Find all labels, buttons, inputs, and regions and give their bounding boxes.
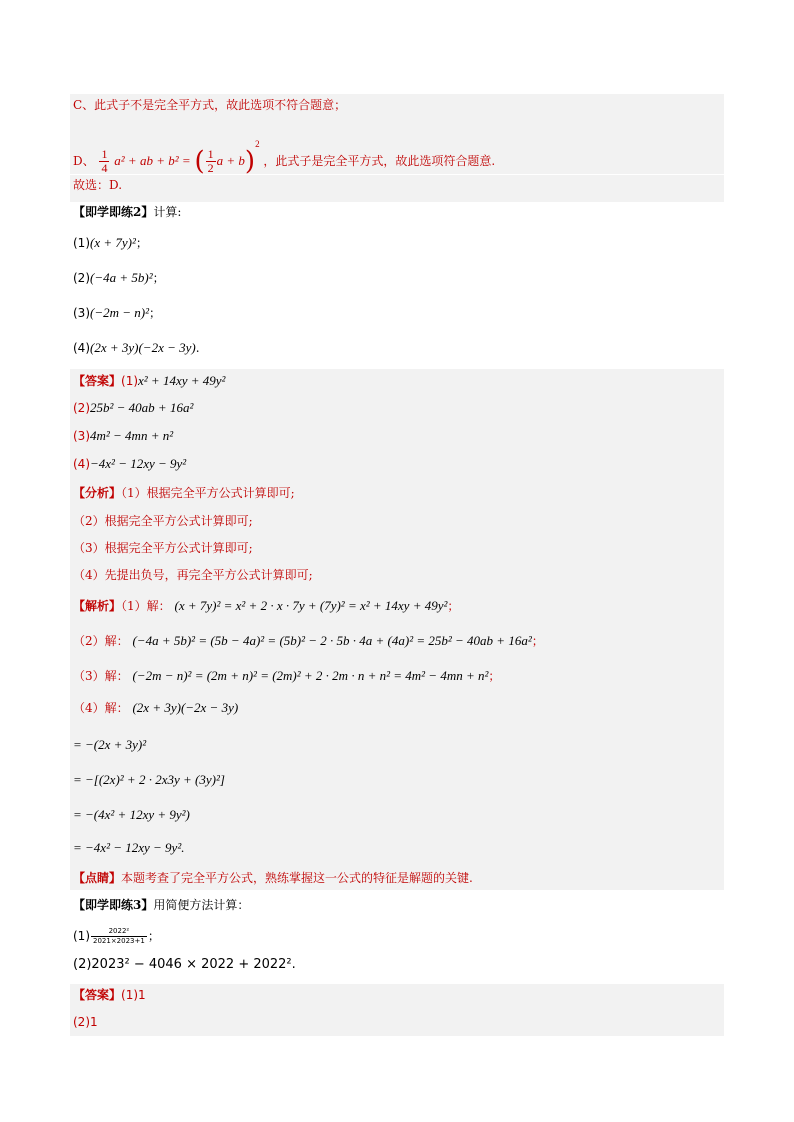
exercise-3-header — [73, 896, 249, 914]
solution-label: 【解析】 — [73, 599, 122, 613]
exercise-3-item-2: (2)2023² − 4046 × 2022 + 2022². — [73, 957, 296, 972]
answer-band-choice — [70, 175, 724, 202]
exercise-3-answer-1: 【答案】(1)1 — [73, 988, 146, 1002]
solution-line-2: （2）解： (−4a + 5b)² = (5b − 4a)² = (5b)² − 2 · 5b · 4a + (4a)² = 25b² − 40ab + 16a²； — [73, 633, 544, 648]
left-paren: ( — [194, 146, 205, 177]
answer-line-3: (3)4m² − 4mn + n² — [73, 428, 174, 443]
power-exponent: 2 — [255, 139, 260, 149]
solution-step-1: = −(2x + 3y)² — [73, 737, 147, 752]
fraction-denominator: 2 — [207, 161, 214, 175]
answer-line-2: (2)25b² − 40ab + 16a² — [73, 400, 194, 415]
comment-line: 【点睛】本题考查了完全平方公式，熟练掌握这一公式的特征是解题的关键. — [73, 871, 473, 885]
analysis-line-1: 【分析】（1）根据完全平方公式计算即可; — [73, 486, 295, 500]
solution-step-2: = −[(2x)² + 2 · 2x3y + (3y)²] — [73, 772, 225, 787]
answer-line-1: 【答案】(1)x² + 14xy + 49y² — [73, 373, 226, 388]
solution-step-4: = −4x² − 12xy − 9y². — [73, 840, 185, 855]
exercise-2-item-4: (4)(2x + 3y)(−2x − 3y). — [73, 340, 200, 355]
fraction-2022-squared — [91, 927, 147, 946]
solution-line-4: （4）解： (2x + 3y)(−2x − 3y) — [73, 700, 239, 715]
option-d-expression: a² + ab + b² = — [114, 153, 191, 168]
fraction-one-fourth — [99, 148, 109, 175]
solution-line-1: 【解析】（1）解： (x + 7y)² = x² + 2 · x · 7y + (7y)² = x² + 14xy + 49y²； — [73, 598, 460, 613]
answer-line-4: (4)−4x² − 12xy − 9y² — [73, 456, 187, 471]
fraction-numerator: 2022² — [91, 927, 147, 937]
exercise-2-item-1: (1)(x + 7y)²； — [73, 235, 148, 250]
solution-line-3: （3）解： (−2m − n)² = (2m + n)² = (2m)² + 2 · 2m · n + n² = 4m² − 4mn + n²； — [73, 668, 501, 683]
right-paren: ) — [244, 146, 256, 177]
exercise-2-prompt: 计算: — [153, 205, 182, 219]
answer-band-ex3 — [70, 984, 724, 1036]
solution-step-3: = −(4x² + 12xy + 9y²) — [73, 807, 190, 822]
exercise-2-item-3: (3)(−2m − n)²； — [73, 305, 162, 320]
exercise-2-item-2: (2)(−4a + 5b)²； — [73, 270, 165, 285]
analysis-line-3: （3）根据完全平方公式计算即可; — [73, 541, 253, 555]
exercise-3-answer-2: (2)1 — [73, 1015, 98, 1029]
exercise-3-prompt: 用简便方法计算： — [153, 898, 250, 912]
fraction-denominator: 4 — [101, 161, 108, 175]
analysis-label: 【分析】 — [73, 486, 122, 500]
option-c-text: C、此式子不是完全平方式，故此选项不符合题意； — [73, 98, 347, 112]
fraction-one-half — [206, 148, 216, 175]
comment-label: 【点睛】 — [73, 871, 122, 885]
fraction-numerator: 1 — [101, 147, 108, 161]
option-d-suffix: ，此式子是完全平方式，故此选项符合题意. — [263, 154, 496, 168]
answer-choice: 故选：D. — [73, 178, 123, 192]
exercise-2-label: 【即学即练2】 — [73, 205, 154, 219]
answer-label: 【答案】 — [73, 374, 122, 388]
answer-label: 【答案】 — [73, 988, 122, 1002]
fraction-denominator: 2021×2023+1 — [93, 937, 145, 945]
analysis-line-2: （2）根据完全平方公式计算即可; — [73, 514, 253, 528]
exercise-3-item-1: (1) $\frac{\text{2022²}}{2021\times 2023+1}$ ； — [73, 927, 160, 945]
option-d-line — [73, 127, 495, 179]
analysis-line-4: （4）先提出负号，再完全平方公式计算即可; — [73, 568, 313, 582]
exercise-2-header — [73, 203, 181, 221]
exercise-3-label: 【即学即练3】 — [73, 898, 154, 912]
inner-expression: a + b — [216, 153, 245, 168]
fraction-numerator: 1 — [207, 147, 214, 161]
option-d-prefix: D、 — [73, 154, 95, 168]
